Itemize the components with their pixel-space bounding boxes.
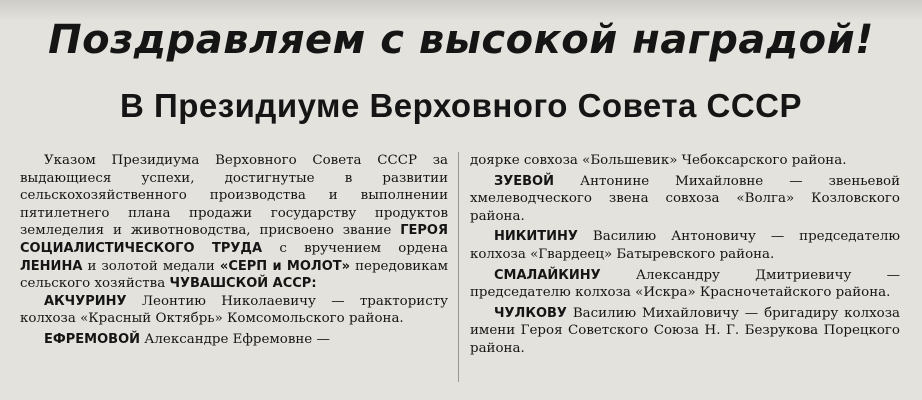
award-title: ГЕРОЯ СОЦИАЛИСТИЧЕСКОГО ТРУДА xyxy=(20,223,448,256)
medal-name: «СЕРП и МОЛОТ» xyxy=(219,258,351,274)
recipient-name: АКЧУРИНУ xyxy=(44,293,127,309)
decree-text-3: и золотой медали xyxy=(82,258,220,274)
recipient-name: ЧУЛКОВУ xyxy=(494,305,567,321)
order-name: ЛЕНИНА xyxy=(20,258,83,274)
recipient-details: Леонтию Николаевичу — трактористу колхоза «Красный Октябрь» Комсомольского района. xyxy=(20,293,448,327)
decree-text-4: передовикам сельского хозяйства xyxy=(20,258,448,292)
headline: Поздравляем с высокой наградой! xyxy=(48,17,874,63)
recipient-details: Александру Дмитриевичу — председателю колхоза «Искра» Красночетайского района. xyxy=(470,267,900,301)
decree-text-2: с вручением ордена xyxy=(262,240,448,256)
recipient-details: Василию Михайловичу — бригадиру колхоза имени Героя Советского Союза Н. Г. Безрукова Порецкого района. xyxy=(470,305,900,356)
recipient-details: доярке совхоза «Большевик» Чебоксарского района. xyxy=(470,153,847,168)
award-entry-continuation xyxy=(470,152,900,170)
region-name: ЧУВАШСКОЙ АССР: xyxy=(169,276,317,292)
award-entry xyxy=(20,293,448,328)
recipient-name: ЗУЕВОЙ xyxy=(494,173,554,189)
decree-paragraph xyxy=(20,152,448,293)
recipient-name: СМАЛАЙКИНУ xyxy=(494,267,601,283)
subheadline: В Президиуме Верховного Совета СССР xyxy=(119,87,803,124)
left-column xyxy=(20,152,448,349)
decree-text-1: Указом Президиума Верховного Совета СССР за выдающиеся успехи, достигнутые в развитии сельскохозяйственного производства и выполнении пятилетнего плана продажи государству продуктов земледелия и животноводства, присвоено звание xyxy=(20,153,448,239)
recipient-details: Василию Антоновичу — председателю колхоза «Гвардеец» Батыревского района. xyxy=(470,229,900,262)
award-entry xyxy=(470,173,900,226)
column-divider xyxy=(458,152,459,382)
recipient-name: ЕФРЕМОВОЙ xyxy=(44,331,141,347)
recipient-details: Антонине Михайловне — звеньевой хмелеводческого звена совхоза «Волга» Козловского района. xyxy=(470,173,900,224)
recipient-details: Александре Ефремовне — xyxy=(140,331,330,347)
award-entry xyxy=(470,267,900,302)
award-entry xyxy=(470,228,900,263)
right-column xyxy=(470,152,900,358)
recipient-name: НИКИТИНУ xyxy=(494,229,578,245)
award-entry xyxy=(20,331,448,349)
award-entry xyxy=(470,305,900,358)
